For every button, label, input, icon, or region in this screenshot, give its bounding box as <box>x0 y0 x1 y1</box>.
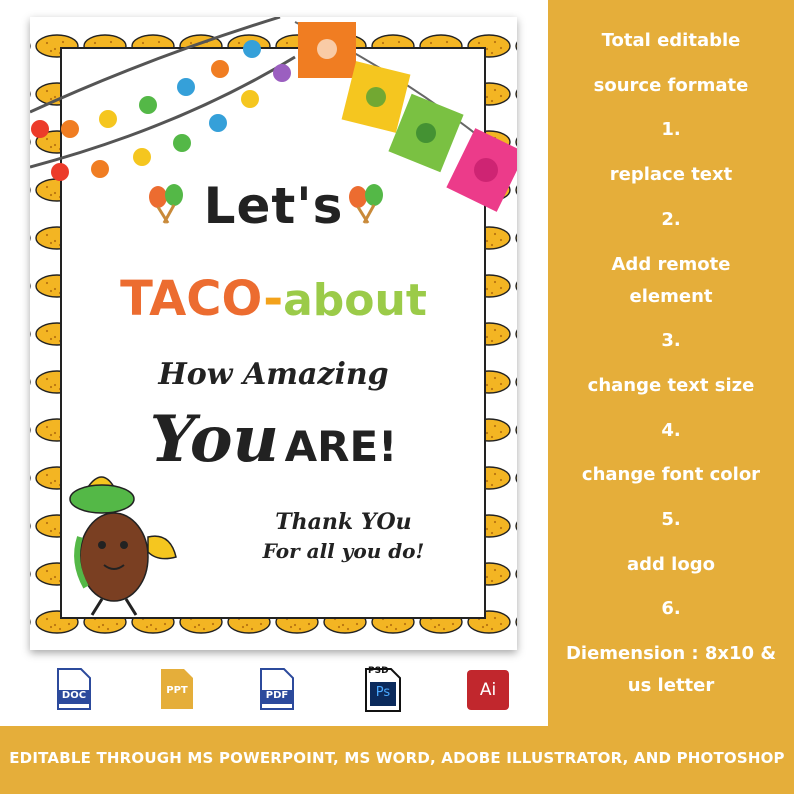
are-word: ARE! <box>284 422 398 471</box>
feature-line: us letter <box>627 675 715 696</box>
feature-line: source formate <box>593 75 749 96</box>
feature-line: replace text <box>609 164 733 185</box>
ppt-label: PPT <box>166 685 188 696</box>
ai-file-icon <box>467 670 509 710</box>
dash: - <box>263 271 284 327</box>
feature-line: change font color <box>581 464 761 485</box>
psd-file-icon <box>365 668 401 710</box>
feature-line: 2. <box>661 209 681 230</box>
ai-label: Ai <box>479 680 497 700</box>
feature-line: 3. <box>661 330 681 351</box>
ps-label: Ps <box>375 685 391 700</box>
feature-line: add logo <box>627 554 715 575</box>
pdf-label: PDF <box>265 690 289 701</box>
about-word: about <box>283 275 427 326</box>
feature-line: element <box>629 286 713 307</box>
feature-line: 1. <box>661 119 681 140</box>
psd-label: PSD <box>368 666 389 676</box>
thank-you-text: Thank YOu <box>275 509 412 535</box>
taco-about-heading <box>30 271 517 327</box>
ppt-file-icon <box>160 668 194 710</box>
feature-line: 5. <box>661 509 681 530</box>
doc-file-icon <box>57 668 91 710</box>
taco-word: TACO <box>120 271 264 327</box>
lets-heading: Let's <box>203 177 344 235</box>
you-are-heading <box>30 402 517 477</box>
you-word: You <box>149 402 280 477</box>
pdf-file-icon <box>260 668 294 710</box>
doc-label: DOC <box>61 690 87 701</box>
how-amazing-text: How Amazing <box>158 357 389 392</box>
feature-line: change text size <box>587 375 755 396</box>
feature-line: 6. <box>661 598 681 619</box>
taco-sign <box>30 17 517 650</box>
feature-line: 4. <box>661 420 681 441</box>
feature-line: Total editable <box>601 30 741 51</box>
feature-line: Diemension : 8x10 & <box>565 643 777 664</box>
feature-line: Add remote <box>611 254 731 275</box>
for-all-text: For all you do! <box>262 539 425 563</box>
footer-text: EDITABLE THROUGH MS POWERPOINT, MS WORD, ADOBE ILLUSTRATOR, AND PHOTOSHOP <box>9 749 785 767</box>
features-panel <box>548 0 794 726</box>
footer-bar <box>0 726 794 794</box>
